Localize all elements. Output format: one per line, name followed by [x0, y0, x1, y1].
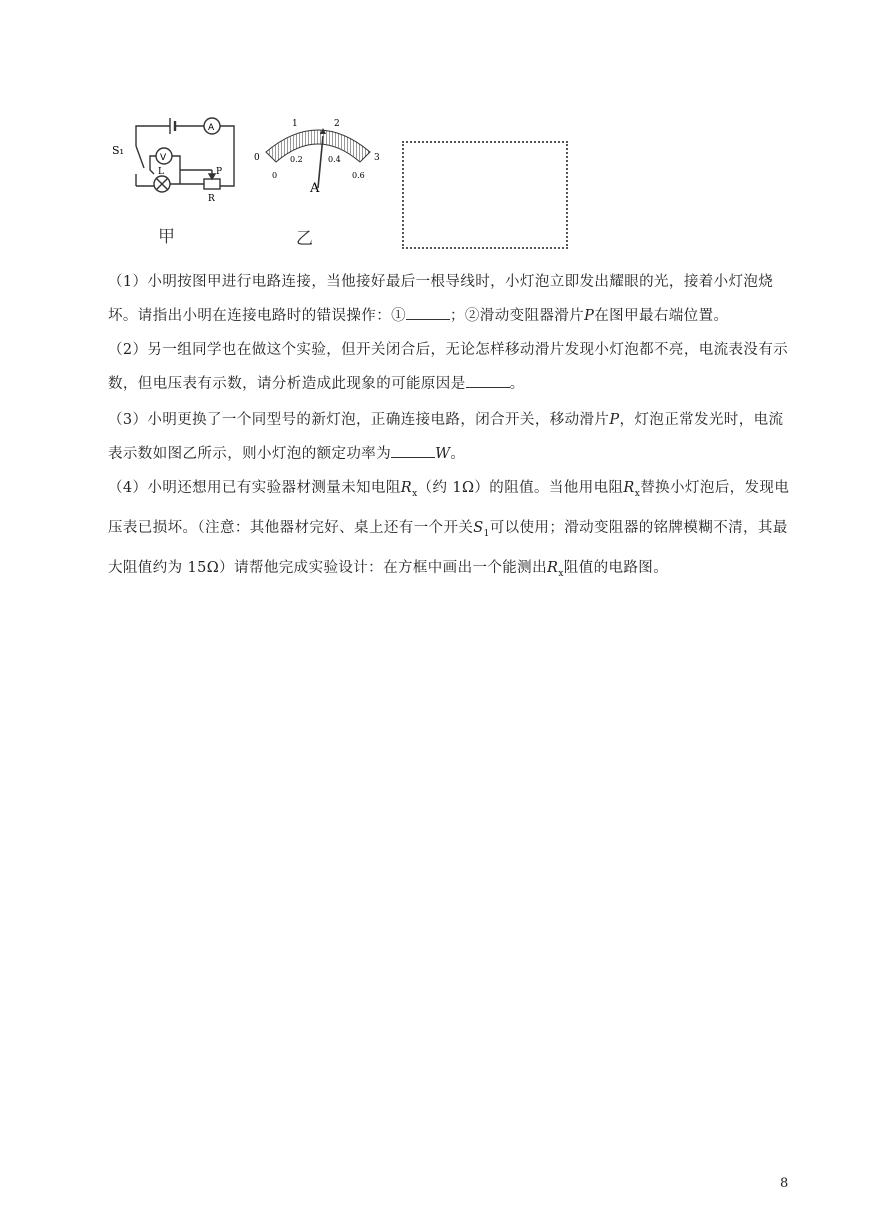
ammeter-symbol: A: [208, 123, 215, 133]
upper-tick-0: 0: [254, 153, 260, 163]
lower-tick-1: 0.2: [290, 155, 303, 164]
page-number: 8: [780, 1176, 789, 1191]
lower-tick-0: 0: [272, 171, 278, 180]
rheostat-label: R: [208, 194, 215, 203]
answer-box[interactable]: [402, 141, 568, 249]
circuit-diagram: [108, 108, 243, 203]
ammeter-dial: [248, 112, 388, 196]
figure-label-yi: 乙: [296, 229, 313, 249]
slider-label: P: [216, 167, 223, 177]
question-1: （1）小明按图甲进行电路连接，当他接好最后一根导线时，小灯泡立即发出耀眼的光，接着小灯泡烧坏。请指出小明在连接电路时的错误操作：① ；②滑动变阻器滑片P在图甲最右端位置。: [108, 274, 774, 324]
lamp-label: L: [158, 167, 164, 177]
lower-tick-2: 0.4: [328, 155, 341, 164]
upper-tick-2: 2: [334, 119, 340, 129]
voltmeter-symbol: V: [160, 153, 167, 163]
answer-blank-2[interactable]: [466, 373, 510, 388]
answer-blank-3[interactable]: [391, 443, 435, 458]
upper-tick-1: 1: [292, 119, 298, 129]
upper-tick-3: 3: [374, 153, 380, 163]
question-3: （3）小明更换了一个同型号的新灯泡，正确连接电路，闭合开关，移动滑片P，灯泡正常发光时，电流表示数如图乙所示，则小灯泡的额定功率为 W。: [108, 412, 784, 462]
switch-label: S₁: [112, 144, 124, 157]
question-4: （4）小明还想用已有实验器材测量未知电阻$R_x$（约 1Ω）的阻值。当他用电阻$R_x$替换小灯泡后，发现电压表已损坏。（注意：其他器材完好、桌上还有一个开关$S_1$可以使用；滑动变阻器的铭牌模糊不清，其最大阻值约为 15Ω）请帮他完成实验设计：在方框中画出一个能测出$R_x$阻值的电路图。: [108, 480, 790, 579]
answer-blank-1[interactable]: [406, 305, 450, 320]
figure-label-jia: 甲: [158, 227, 175, 247]
meter-unit: A: [310, 181, 320, 196]
question-2: （2）另一组同学也在做这个实验，但开关闭合后，无论怎样移动滑片发现小灯泡都不亮，电流表没有示数，但电压表有示数，请分析造成此现象的可能原因是 。: [108, 342, 789, 392]
lower-tick-3: 0.6: [352, 171, 365, 180]
